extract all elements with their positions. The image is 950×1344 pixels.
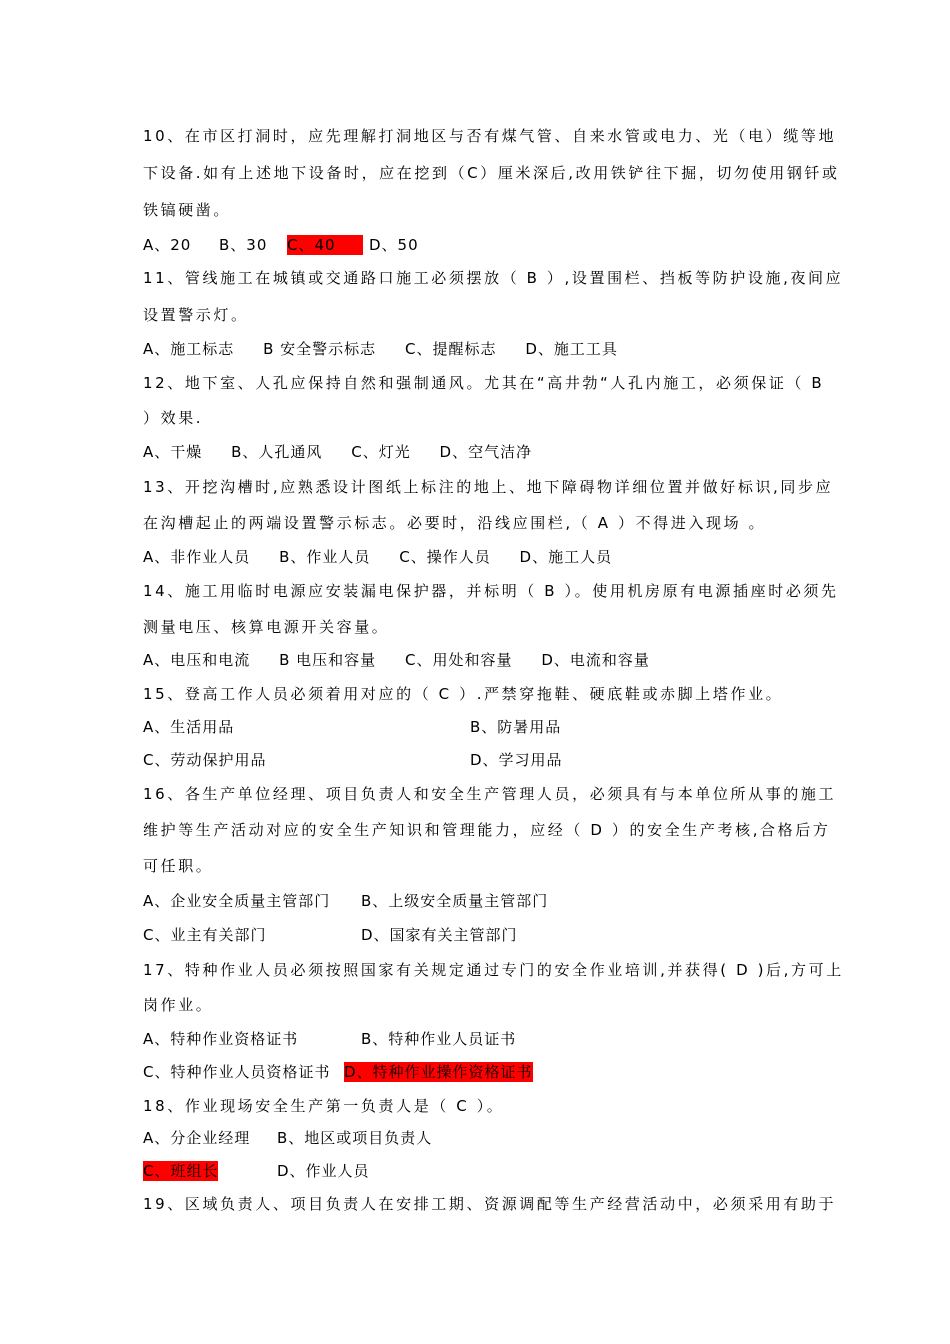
q18-option-a: A、分企业经理 [143,1129,251,1147]
q16-option-b: B、上级安全质量主管部门 [361,892,549,910]
q11-line2: 设置警示灯。 [143,306,249,324]
q17-option-a: A、特种作业资格证书 [143,1030,299,1048]
q13-options: A、非作业人员 B、作业人员 C、操作人员 D、施工人员 [143,548,613,566]
q10-line2: 下设备.如有上述地下设备时，应在挖到（C）厘米深后,改用铁铲往下掘，切勿使用钢钎或 [143,164,840,182]
q11-line1: 11、管线施工在城镇或交通路口施工必须摆放（ B ）,设置围栏、挡板等防护设施,夜间应 [143,269,844,287]
q16-line3: 可任职。 [143,857,214,875]
q10-option-c-highlighted: C、40 [287,235,363,255]
q18-line1: 18、作业现场安全生产第一负责人是（ C ）。 [143,1097,505,1115]
q16-line2: 维护等生产活动对应的安全生产知识和管理能力，应经（ D ）的安全生产考核,合格后方 [143,821,831,839]
q18-option-b: B、地区或项目负责人 [277,1129,433,1147]
q15-line1: 15、登高工作人员必须着用对应的（ C ）.严禁穿拖鞋、硬底鞋或赤脚上塔作业。 [143,685,784,703]
q16-option-a: A、企业安全质量主管部门 [143,892,331,910]
q19-line1: 19、区域负责人、项目负责人在安排工期、资源调配等生产经营活动中，必须采用有助于 [143,1195,837,1213]
q16-line1: 16、各生产单位经理、项目负责人和安全生产管理人员，必须具有与本单位所从事的施工 [143,785,837,803]
q14-line2: 测量电压、核算电源开关容量。 [143,618,390,636]
q12-line1: 12、地下室、人孔应保持自然和强制通风。尤其在“高井勃“人孔内施工，必须保证（ B [143,374,825,392]
q15-option-b: B、防暑用品 [470,718,562,736]
q13-line1: 13、开挖沟槽时,应熟悉设计图纸上标注的地上、地下障碍物详细位置并做好标识,同步应 [143,478,834,496]
q13-line2: 在沟槽起止的两端设置警示标志。必要时，沿线应围栏,（ A ）不得进入现场 。 [143,514,767,532]
q16-option-d: D、国家有关主管部门 [361,926,518,944]
q15-option-c: C、劳动保护用品 [143,751,267,769]
q15-option-d: D、学习用品 [470,751,563,769]
q12-line2: ）效果. [143,409,204,427]
q18-option-c-highlighted: C、班组长 [143,1162,219,1180]
q16-option-c: C、业主有关部门 [143,926,267,944]
q11-options: A、施工标志 B 安全警示标志 C、提醒标志 D、施工工具 [143,340,618,358]
q17-line2: 岗作业。 [143,996,214,1014]
q10-option-d: D、50 [369,236,419,254]
q14-line1: 14、施工用临时电源应安装漏电保护器，并标明（ B ）。使用机房原有电源插座时必须先 [143,582,839,600]
q17-option-d-highlighted: D、特种作业操作资格证书 [344,1063,533,1081]
q18-option-d: D、作业人员 [277,1162,370,1180]
q12-options: A、干燥 B、人孔通风 C、灯光 D、空气洁净 [143,443,533,461]
q17-option-c: C、特种作业人员资格证书 [143,1063,331,1081]
q10-option-a: A、20 [143,236,192,254]
q10-line3: 铁镐硬凿。 [143,201,232,219]
q14-options: A、电压和电流 B 电压和容量 C、用处和容量 D、电流和容量 [143,651,650,669]
q10-line1: 10、在市区打洞时，应先理解打洞地区与否有煤气管、自来水管或电力、光（电）缆等地 [143,127,837,145]
q17-line1: 17、特种作业人员必须按照国家有关规定通过专门的安全作业培训,并获得( D )后,方可上 [143,961,844,979]
q10-option-b: B、30 [219,236,268,254]
q17-option-b: B、特种作业人员证书 [361,1030,517,1048]
q15-option-a: A、生活用品 [143,718,235,736]
